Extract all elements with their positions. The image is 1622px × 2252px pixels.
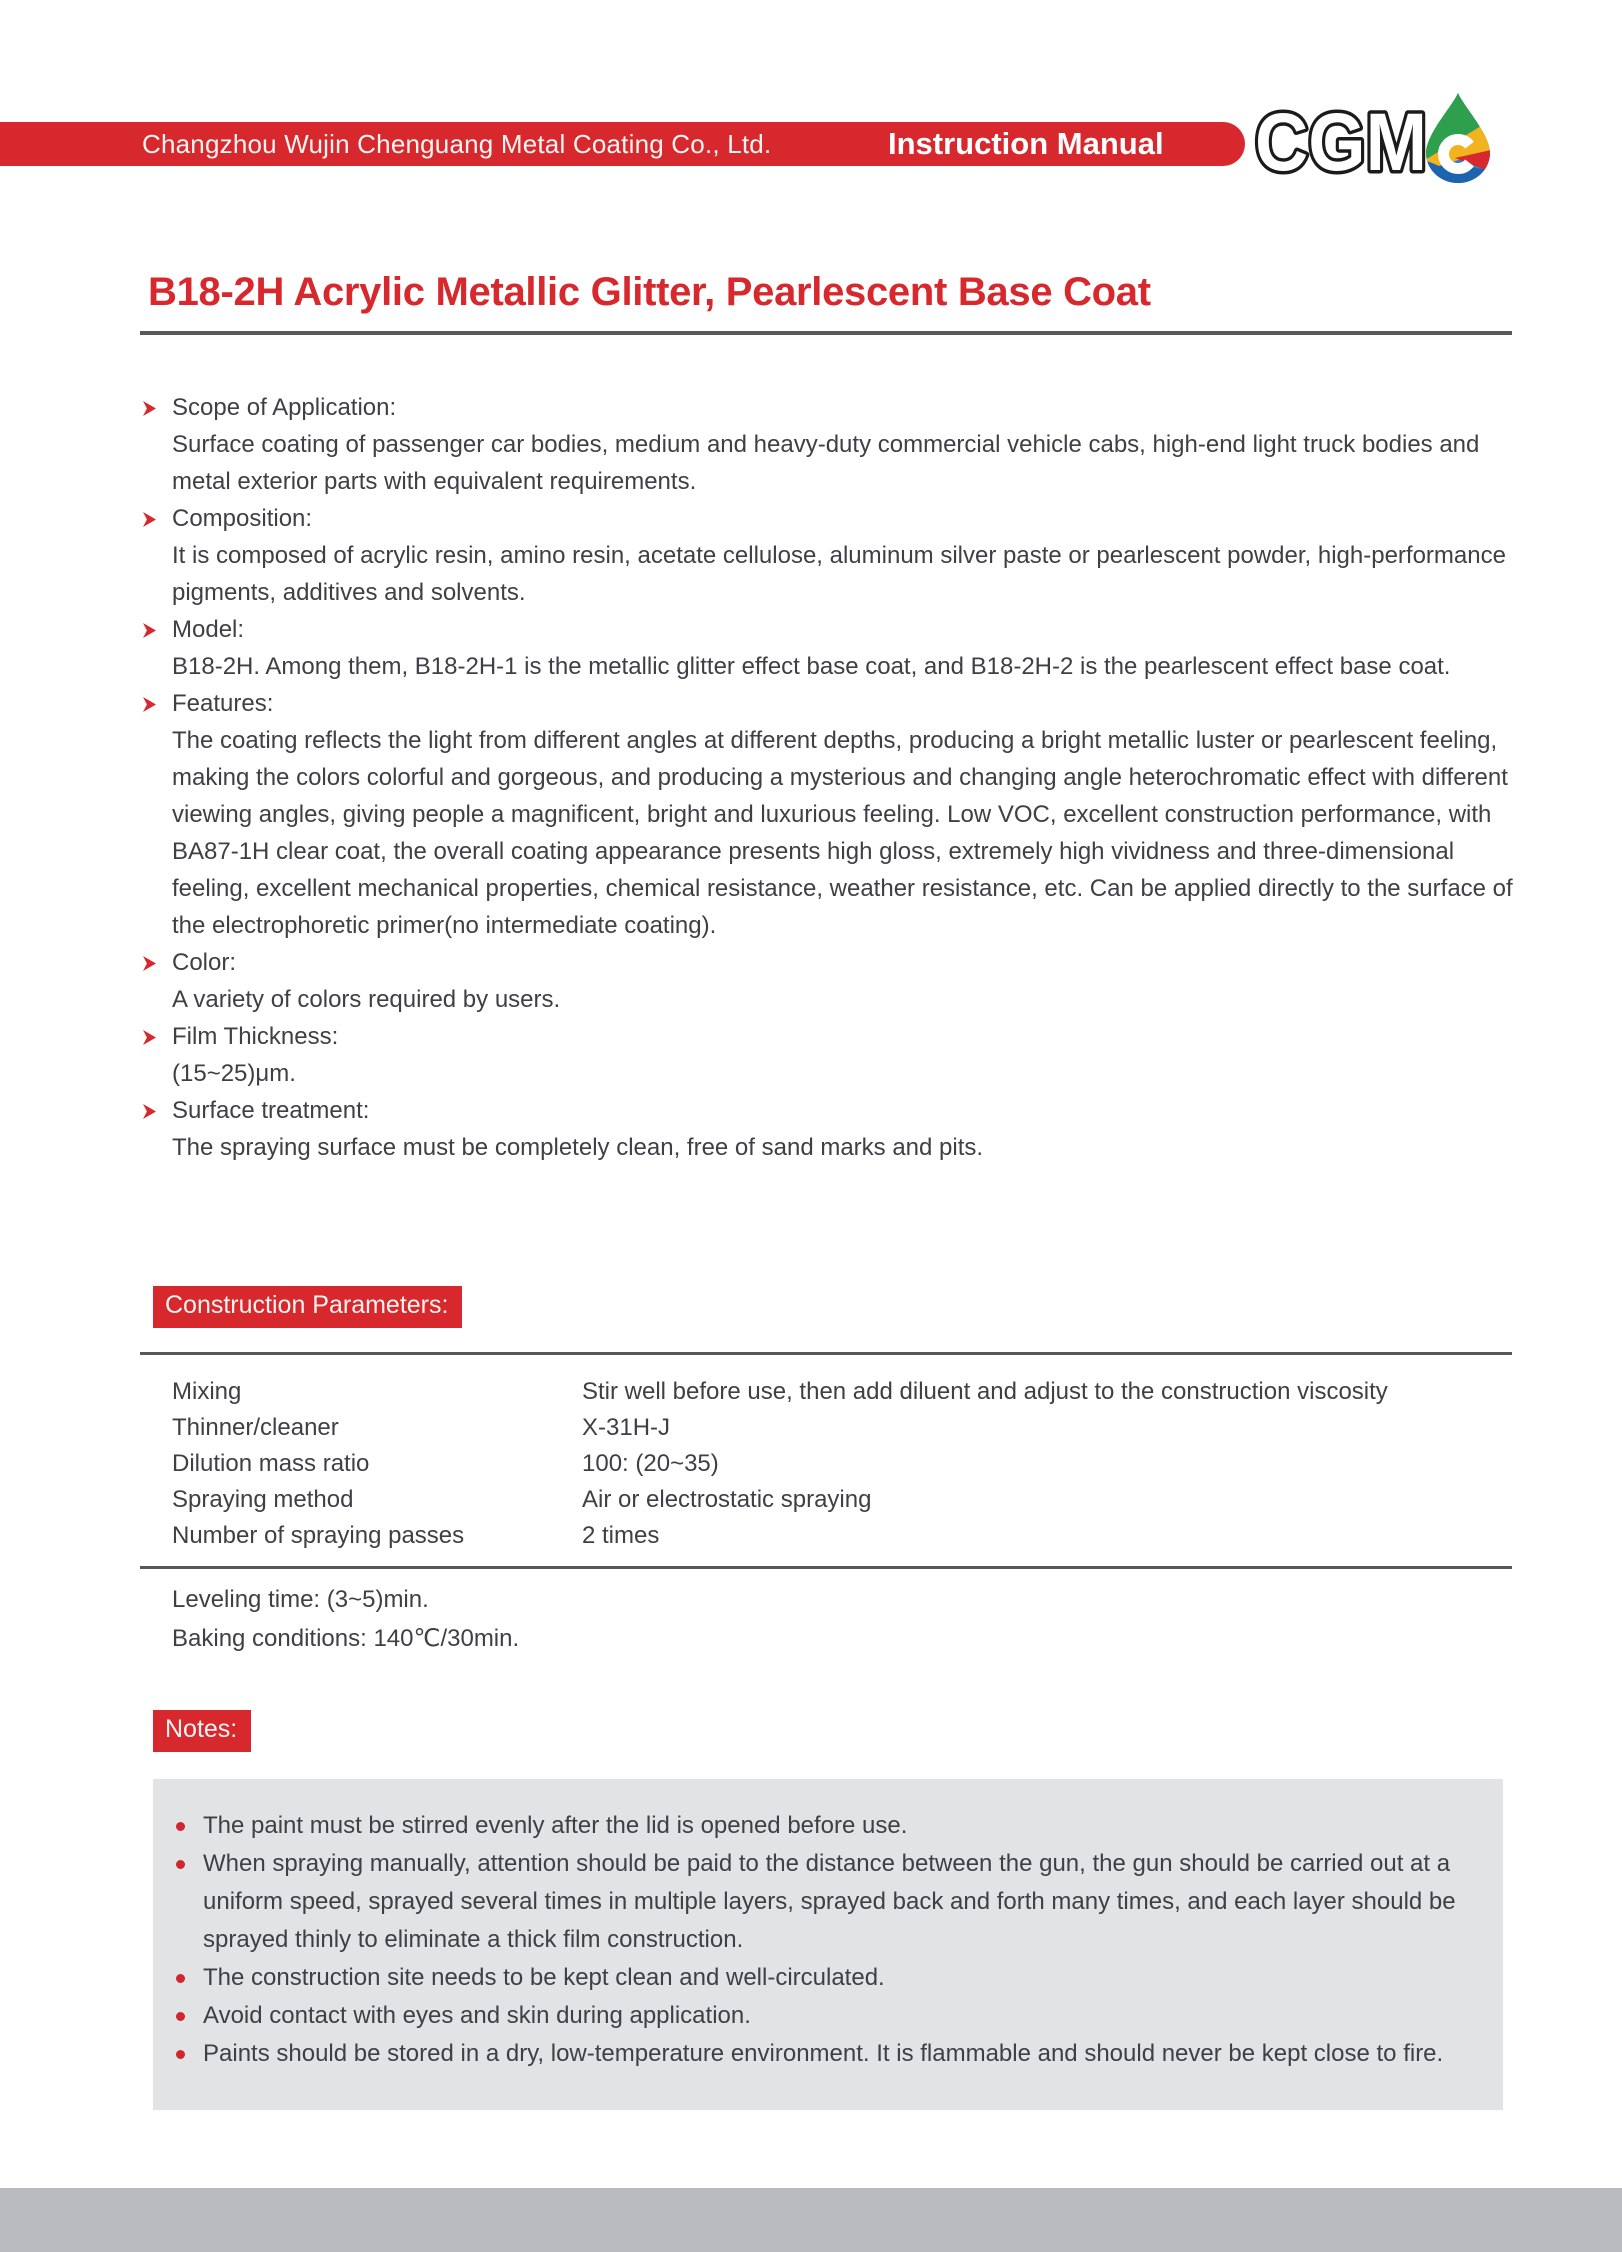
company-name: Changzhou Wujin Chenguang Metal Coating Co., Ltd. [142, 128, 772, 159]
notes-label: Notes: [153, 1710, 251, 1752]
note-text: The paint must be stirred evenly after the lid is opened before use. [203, 1812, 908, 1839]
table-bottom-rule [140, 1566, 1512, 1569]
note-text: When spraying manually, attention should be paid to the distance between the gun, the gun should be carried out at a uniform speed, sprayed several times in multiple layers, sprayed back and forth many times, and each layer should be sprayed thinly to eliminate a thick film construction. [203, 1850, 1456, 1953]
table-row [172, 1518, 1522, 1554]
section-body: Surface coating of passenger car bodies, medium and heavy-duty commercial vehicle cabs, high-end light truck bodies and metal exterior parts with equivalent requirements. [172, 431, 1480, 495]
section-body: B18-2H. Among them, B18-2H-1 is the metallic glitter effect base coat, and B18-2H-2 is the pearlescent effect base coat. [172, 653, 1451, 680]
section-color [143, 944, 1525, 1018]
footer-gray-bar [0, 2188, 1622, 2252]
section-heading: Color: [172, 949, 237, 976]
param-name: Number of spraying passes [172, 1522, 465, 1549]
section-features [143, 685, 1525, 944]
section-heading: Composition: [172, 505, 313, 532]
section-body: The coating reflects the light from different angles at different depths, producing a bright metallic luster or pearlescent feeling, making the colors colorful and gorgeous, and producing a mysterious and changing angle heterochromatic effect with different viewing angles, giving people a magnificent, bright and luxurious feeling. Low VOC, excellent construction performance, with BA87-1H clear coat, the overall coating appearance presents high gloss, extremely high vividness and three-dimensional feeling, excellent mechanical properties, chemical resistance, weather resistance, etc. Can be applied directly to the surface of the electrophoretic primer(no intermediate coating). [172, 727, 1513, 939]
construction-parameters-label: Construction Parameters: [153, 1286, 462, 1328]
param-value: Stir well before use, then add diluent and adjust to the construction viscosity [582, 1378, 1388, 1405]
param-name: Spraying method [172, 1486, 354, 1513]
section-film-thickness [143, 1018, 1525, 1092]
section-heading: Surface treatment: [172, 1097, 370, 1124]
notes-box [153, 1779, 1503, 2110]
section-heading: Scope of Application: [172, 394, 397, 421]
param-value: X-31H-J [582, 1414, 671, 1441]
section-scope [143, 389, 1525, 500]
table-row [172, 1410, 1522, 1446]
section-body: A variety of colors required by users. [172, 986, 561, 1013]
note-item [176, 1959, 1459, 1997]
section-heading: Features: [172, 690, 274, 717]
note-item [176, 1997, 1459, 2035]
note-text: Avoid contact with eyes and skin during application. [203, 2002, 751, 2029]
section-heading: Film Thickness: [172, 1023, 339, 1050]
bullet-dot-icon [176, 2012, 185, 2021]
section-heading: Model: [172, 616, 245, 643]
section-body: It is composed of acrylic resin, amino resin, acetate cellulose, aluminum silver paste or pearlescent powder, high-performance pigments, additives and solvents. [172, 542, 1506, 606]
svg-text:CGM: CGM [1255, 97, 1427, 188]
arrow-right-icon [143, 1104, 156, 1119]
section-body: The spraying surface must be completely clean, free of sand marks and pits. [172, 1134, 984, 1161]
param-name: Thinner/cleaner [172, 1414, 339, 1441]
section-body: (15~25)μm. [172, 1060, 296, 1087]
note-text: The construction site needs to be kept clean and well-circulated. [203, 1964, 885, 1991]
page-title: B18-2H Acrylic Metallic Glitter, Pearlescent Base Coat [148, 270, 1151, 314]
construction-parameters-table [172, 1374, 1522, 1554]
note-item [176, 1845, 1459, 1959]
table-top-rule [140, 1352, 1512, 1355]
note-text: Paints should be stored in a dry, low-temperature environment. It is flammable and should never be kept close to fire. [203, 2040, 1444, 2067]
note-item [176, 1807, 1459, 1845]
table-row [172, 1374, 1522, 1410]
leveling-time: Leveling time: (3~5)min. [172, 1586, 429, 1613]
arrow-right-icon [143, 697, 156, 712]
arrow-right-icon [143, 512, 156, 527]
bullet-dot-icon [176, 1974, 185, 1983]
param-name: Dilution mass ratio [172, 1450, 370, 1477]
document-type-label: Instruction Manual [888, 126, 1164, 161]
arrow-right-icon [143, 956, 156, 971]
param-value: Air or electrostatic spraying [582, 1486, 872, 1513]
arrow-right-icon [143, 623, 156, 638]
bullet-dot-icon [176, 1860, 185, 1869]
arrow-right-icon [143, 401, 156, 416]
section-composition [143, 500, 1525, 611]
bullet-dot-icon [176, 2050, 185, 2059]
header-red-bar [0, 122, 1245, 166]
title-divider [140, 331, 1512, 335]
cgm-logo [1253, 70, 1503, 192]
param-value: 2 times [582, 1522, 660, 1549]
baking-conditions: Baking conditions: 140℃/30min. [172, 1625, 520, 1652]
arrow-right-icon [143, 1030, 156, 1045]
table-row [172, 1482, 1522, 1518]
bullet-dot-icon [176, 1822, 185, 1831]
table-row [172, 1446, 1522, 1482]
product-info-sections [143, 389, 1525, 1166]
paint-drop-icon [1425, 92, 1491, 184]
cgm-logo-letters [1253, 70, 1433, 192]
section-model [143, 611, 1525, 685]
section-surface-treatment [143, 1092, 1525, 1166]
param-name: Mixing [172, 1378, 242, 1405]
note-item [176, 2035, 1459, 2073]
param-value: 100: (20~35) [582, 1450, 719, 1477]
